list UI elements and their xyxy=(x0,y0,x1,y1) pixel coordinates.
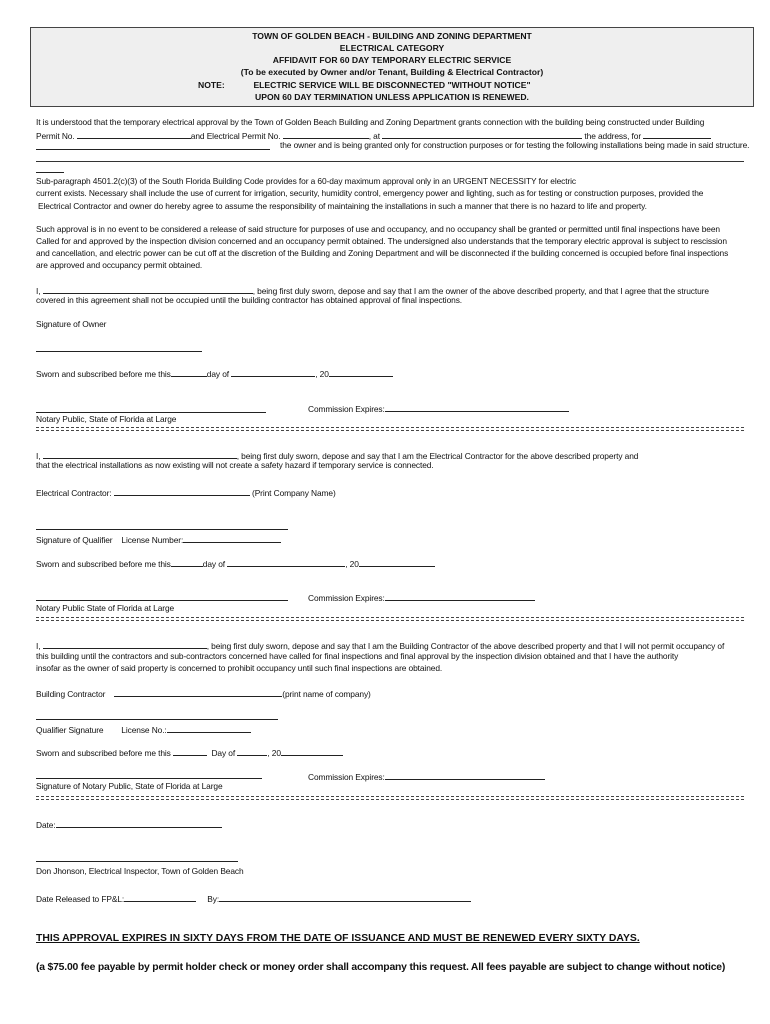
by-label: By: xyxy=(207,894,220,904)
header-title: TOWN OF GOLDEN BEACH - BUILDING AND ZONING DEPARTMENT xyxy=(252,31,532,41)
building-i-label: I, xyxy=(36,641,41,651)
electrical-sworn-line xyxy=(36,557,435,570)
approval-line-3: and cancellation, and electric power can be cut off at the discretion of the Building and Zoning Department and will be disconnected if the building concerned is occupied before final inspections xyxy=(36,248,729,258)
owner-sworn-month-field[interactable] xyxy=(231,367,315,377)
building-qualifier-signature-field[interactable] xyxy=(36,719,278,720)
intro-line-3: the owner and is being granted only for construction purposes or for testing the following installations being made in said structure. xyxy=(280,140,750,150)
building-notary-label: Signature of Notary Public, State of Florida at Large xyxy=(36,781,223,791)
building-statement-text: , being first duly sworn, depose and say that I am the Building Contractor of the above described property and that I will not permit occupancy of xyxy=(206,641,725,651)
header-affidavit: AFFIDAVIT FOR 60 DAY TEMPORARY ELECTRIC SERVICE xyxy=(272,55,512,65)
header-executed-by: (To be executed by Owner and/or Tenant, Building & Electrical Contractor) xyxy=(240,67,544,77)
owner-day-of-label: day of xyxy=(206,369,229,379)
short-blank[interactable] xyxy=(36,172,64,173)
electrical-permit-label: and Electrical Permit No. xyxy=(190,131,281,141)
building-sworn-label: Sworn and subscribed before me this xyxy=(36,748,171,758)
owner-year-label: , 20 xyxy=(315,369,329,379)
electrical-notary-signature-field[interactable] xyxy=(36,600,288,601)
building-license-label: License No.: xyxy=(121,725,167,735)
building-license-field[interactable] xyxy=(167,723,251,733)
subpara-line-1: Sub-paragraph 4501.2(c)(3) of the South Florida Building Code provides for a 60-day maximum approval only in an URGENT NECESSITY for electric xyxy=(36,176,577,186)
owner-name-field[interactable] xyxy=(36,149,270,150)
electrical-notary-label: Notary Public State of Florida at Large xyxy=(36,603,175,613)
building-print-name-field[interactable] xyxy=(43,639,207,649)
fee-notice: (a $75.00 fee payable by permit holder check or money order shall accompany this request. All fees payable are subject to change without notice) xyxy=(36,962,726,973)
building-statement-line-3: insofar as the owner of said property is concerned to prohibit occupancy until such final inspections are obtained. xyxy=(36,663,443,673)
electrical-day-of-label: day of xyxy=(202,559,225,569)
building-qualifier-line xyxy=(36,723,251,736)
subpara-line-2: current exists. Necessary shall include the use of current for irrigation, security, humidity control, emergency power and lighting, such as for testing or construction purposes, provided the xyxy=(36,188,704,198)
electrical-commission-label: Commission Expires: xyxy=(308,593,385,603)
subpara-line-3: Electrical Contractor and owner do hereby agree to assume the responsibility of maintaining the installations in such a manner that there is no hazard to life and property. xyxy=(38,201,647,211)
owner-sworn-line xyxy=(36,367,393,380)
electrical-license-label: License Number: xyxy=(121,535,184,545)
building-commission-label: Commission Expires: xyxy=(308,772,385,782)
building-commission-field[interactable] xyxy=(385,770,545,780)
released-date-field[interactable] xyxy=(124,892,196,902)
building-print-name-label: (print name of company) xyxy=(282,689,371,699)
electrical-commission-line xyxy=(308,591,535,604)
approval-line-2: Called for and approved by the inspection division concerned and an occupancy permit obtained. The undersigned also understands that the temporary electric approval is subject to rescission xyxy=(36,236,727,246)
owner-sworn-year-field[interactable] xyxy=(329,367,393,377)
header-note-label: NOTE: xyxy=(198,80,225,90)
owner-signature-field[interactable] xyxy=(36,351,202,352)
by-field[interactable] xyxy=(219,892,471,902)
building-notary-signature-field[interactable] xyxy=(36,778,262,779)
electrical-qualifier-signature-field[interactable] xyxy=(36,529,288,530)
owner-notary-label: Notary Public, State of Florida at Large xyxy=(36,414,177,424)
electrical-qualifier-line xyxy=(36,533,281,546)
for-field[interactable] xyxy=(643,129,711,139)
owner-statement-text: , being first duly sworn, depose and say that I am the owner of the above described property, and that I agree that the structure xyxy=(252,286,709,296)
address-field[interactable] xyxy=(382,129,582,139)
header-termination: UPON 60 DAY TERMINATION UNLESS APPLICATION IS RENEWED. xyxy=(255,92,529,102)
electrical-license-field[interactable] xyxy=(183,533,281,543)
installations-line[interactable] xyxy=(36,161,744,162)
date-field[interactable] xyxy=(56,818,222,828)
section-divider-1 xyxy=(36,427,744,431)
building-sworn-year-field[interactable] xyxy=(281,746,343,756)
form-header xyxy=(30,27,754,107)
owner-commission-line xyxy=(308,402,569,415)
electrical-year-label: , 20 xyxy=(345,559,359,569)
owner-commission-field[interactable] xyxy=(385,402,569,412)
owner-sworn-label: Sworn and subscribed before me this xyxy=(36,369,171,379)
approval-line-4: are approved and occupancy permit obtained. xyxy=(36,260,203,270)
owner-commission-label: Commission Expires: xyxy=(308,404,385,414)
building-statement-line-2: this building until the contractors and sub-contractors concerned have called for final inspections and final approval by the inspection division obtained and that I have the authority xyxy=(36,651,679,661)
electrical-sworn-month-field[interactable] xyxy=(227,557,345,567)
electrical-sworn-day-field[interactable] xyxy=(171,557,203,567)
date-line xyxy=(36,818,222,831)
electrical-company-field[interactable] xyxy=(114,486,250,496)
building-contractor-line xyxy=(36,687,371,700)
building-qualifier-label: Qualifier Signature xyxy=(36,725,104,735)
owner-signature-label: Signature of Owner xyxy=(36,319,107,329)
at-label: , at xyxy=(368,131,380,141)
section-divider-3 xyxy=(36,796,744,800)
electrical-i-label: I, xyxy=(36,451,41,461)
electrical-print-name-field[interactable] xyxy=(43,449,237,459)
building-contractor-label: Building Contractor xyxy=(36,689,106,699)
electrical-statement-text: , being first duly sworn, depose and say that I am the Electrical Contractor for the above described property and xyxy=(236,451,639,461)
owner-print-name-field[interactable] xyxy=(43,284,253,294)
electrical-sworn-year-field[interactable] xyxy=(359,557,435,567)
intro-line-1: It is understood that the temporary electrical approval by the Town of Golden Beach Building and Zoning Department grants connection with the building being constructed under Building xyxy=(36,117,705,127)
building-permit-field[interactable] xyxy=(77,129,191,139)
header-disconnect-warning: ELECTRIC SERVICE WILL BE DISCONNECTED "WITHOUT NOTICE" xyxy=(253,80,531,90)
building-sworn-line xyxy=(36,746,343,759)
building-company-field[interactable] xyxy=(114,687,282,697)
building-commission-line xyxy=(308,770,545,783)
electrical-statement-line-2: that the electrical installations as now existing will not create a safety hazard if temporary service is connected. xyxy=(36,460,434,470)
expiration-notice: THIS APPROVAL EXPIRES IN SIXTY DAYS FROM THE DATE OF ISSUANCE AND MUST BE RENEWED EVERY SIXTY DAYS. xyxy=(36,933,640,944)
owner-i-label: I, xyxy=(36,286,41,296)
building-year-label: , 20 xyxy=(267,748,281,758)
released-line xyxy=(36,892,471,905)
building-sworn-month-field[interactable] xyxy=(237,746,267,756)
section-divider-2 xyxy=(36,617,744,621)
building-day-of-label: Day of xyxy=(211,748,236,758)
electrical-permit-field[interactable] xyxy=(283,129,369,139)
building-sworn-day-field[interactable] xyxy=(173,746,207,756)
released-label: Date Released to FP&L: xyxy=(36,894,125,904)
owner-statement-line-2: covered in this agreement shall not be occupied until the building contractor has obtained approval of final inspections. xyxy=(36,295,463,305)
date-label: Date: xyxy=(36,820,56,830)
header-category: ELECTRICAL CATEGORY xyxy=(339,43,445,53)
owner-notary-signature-field[interactable] xyxy=(36,412,266,413)
inspector-label: Don Jhonson, Electrical Inspector, Town of Golden Beach xyxy=(36,866,244,876)
electrical-contractor-label: Electrical Contractor: xyxy=(36,488,112,498)
electrical-sworn-label: Sworn and subscribed before me this xyxy=(36,559,171,569)
address-for-label: the address, for xyxy=(584,131,642,141)
electrical-print-company-label: (Print Company Name) xyxy=(252,488,336,498)
permit-no-label: Permit No. xyxy=(36,131,75,141)
electrical-qualifier-label: Signature of Qualifier xyxy=(36,535,113,545)
electrical-commission-field[interactable] xyxy=(385,591,535,601)
approval-line-1: Such approval is in no event to be considered a release of said structure for purposes of use and occupancy, and no occupancy shall be granted or permitted until final inspections have been xyxy=(36,224,720,234)
inspector-signature-field[interactable] xyxy=(36,861,238,862)
owner-sworn-day-field[interactable] xyxy=(171,367,207,377)
electrical-contractor-line xyxy=(36,486,336,499)
